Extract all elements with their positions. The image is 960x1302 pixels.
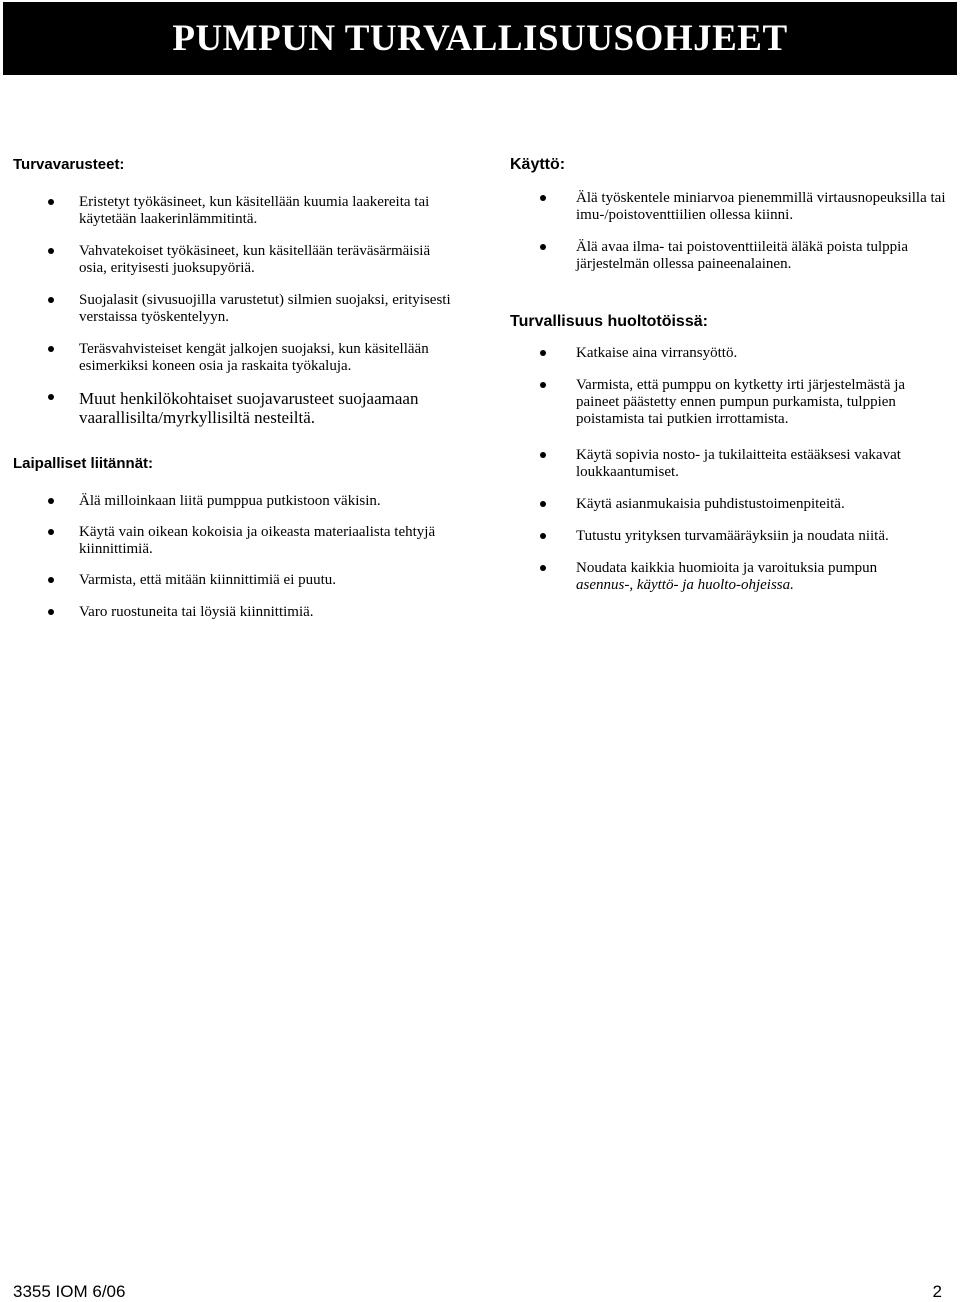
bullet-icon bbox=[48, 248, 54, 254]
left-column bbox=[13, 150, 453, 621]
list-item: Tutustu yrityksen turvamääräyksiin ja noudata niitä. bbox=[510, 528, 950, 545]
doc-code: 3355 IOM 6/06 bbox=[13, 1282, 126, 1301]
bullet-icon bbox=[540, 452, 546, 458]
bullet-icon bbox=[540, 382, 546, 388]
right-column bbox=[510, 150, 950, 594]
bullet-icon bbox=[540, 565, 546, 571]
page-footer bbox=[13, 1282, 942, 1302]
list-item: Varo ruostuneita tai löysiä kiinnittimiä. bbox=[13, 604, 453, 621]
page-number: 2 bbox=[932, 1282, 942, 1301]
bullet-icon bbox=[48, 394, 54, 400]
list-item: Älä työskentele miniarvoa pienemmillä virtausnopeuksilla tai imu-/poistoventtiilien ollessa kiinni. bbox=[510, 190, 950, 224]
heading-kaytto: Käyttö: bbox=[510, 156, 566, 173]
bullet-icon bbox=[48, 529, 54, 535]
list-item: Vahvatekoiset työkäsineet, kun käsitellään teräväsärmäisiä osia, erityisesti juoksupyöriä. bbox=[13, 243, 453, 277]
heading-liitannat: Laipalliset liitännät: bbox=[13, 455, 154, 472]
list-item: Katkaise aina virransyöttö. bbox=[510, 345, 950, 362]
list-item: Eristetyt työkäsineet, kun käsitellään kuumia laakereita tai käytetään laakerinlämmitintä. bbox=[13, 194, 453, 228]
list-item: Suojalasit (sivusuojilla varustetut) silmien suojaksi, erityisesti verstaissa työskentelyyn. bbox=[13, 292, 453, 326]
list-item: Muut henkilökohtaiset suojavarusteet suojaamaan vaarallisilta/myrkyllisiltä nesteiltä. bbox=[13, 389, 453, 427]
list-huolto bbox=[510, 345, 950, 594]
list-turvavarusteet bbox=[13, 194, 453, 427]
bullet-icon bbox=[540, 244, 546, 250]
title-bar bbox=[3, 2, 957, 75]
bullet-icon bbox=[48, 498, 54, 504]
list-item: Teräsvahvisteiset kengät jalkojen suojaksi, kun käsitellään esimerkiksi koneen osia ja raskaita työkaluja. bbox=[13, 341, 453, 375]
bullet-icon bbox=[540, 533, 546, 539]
list-item: Noudata kaikkia huomioita ja varoituksia pumpun asennus-, käyttö- ja huolto-ohjeissa. bbox=[510, 560, 950, 594]
bullet-icon bbox=[540, 195, 546, 201]
list-item: Käytä asianmukaisia puhdistustoimenpiteitä. bbox=[510, 496, 950, 513]
heading-huolto: Turvallisuus huoltotöissä: bbox=[510, 313, 708, 330]
bullet-icon bbox=[48, 297, 54, 303]
bullet-icon bbox=[48, 577, 54, 583]
bullet-icon bbox=[48, 346, 54, 352]
list-item: Älä milloinkaan liitä pumppua putkistoon väkisin. bbox=[13, 493, 453, 510]
list-item: Käytä sopivia nosto- ja tukilaitteita estääksesi vakavat loukkaantumiset. bbox=[510, 447, 950, 481]
bullet-icon bbox=[540, 350, 546, 356]
list-kaytto bbox=[510, 190, 950, 273]
list-item: Varmista, että mitään kiinnittimiä ei puutu. bbox=[13, 572, 453, 589]
page-title: PUMPUN TURVALLISUUSOHJEET bbox=[172, 18, 788, 59]
bullet-icon bbox=[48, 609, 54, 615]
heading-turvavarusteet: Turvavarusteet: bbox=[13, 156, 125, 173]
list-item: Käytä vain oikean kokoisia ja oikeasta materiaalista tehtyjä kiinnittimiä. bbox=[13, 524, 453, 558]
list-liitannat bbox=[13, 493, 453, 621]
italic-reference: asennus-, käyttö- ja huolto-ohjeissa. bbox=[576, 577, 794, 593]
list-item: Varmista, että pumppu on kytketty irti järjestelmästä ja paineet päästetty ennen pumpun purkamista, tulppien poistamista tai putkien irrottamista. bbox=[510, 377, 950, 428]
list-item: Älä avaa ilma- tai poistoventtiileitä äläkä poista tulppia järjestelmän ollessa paineenalainen. bbox=[510, 239, 950, 273]
bullet-icon bbox=[48, 199, 54, 205]
bullet-icon bbox=[540, 501, 546, 507]
